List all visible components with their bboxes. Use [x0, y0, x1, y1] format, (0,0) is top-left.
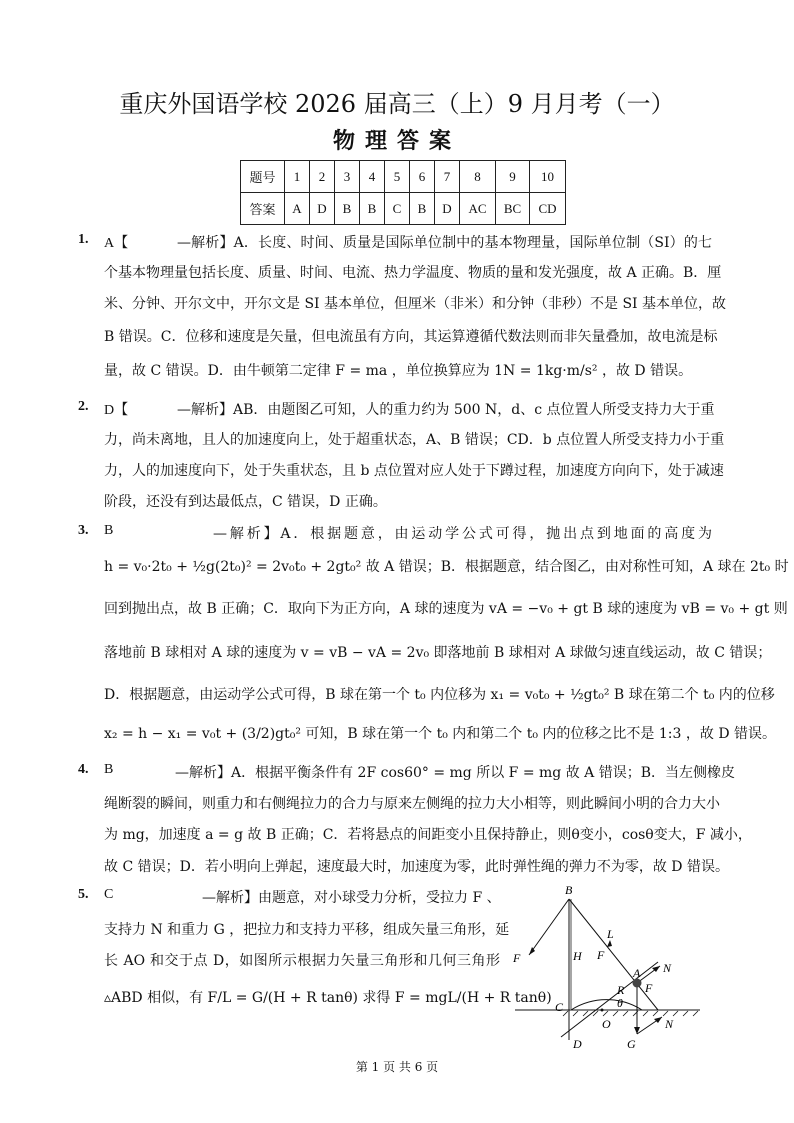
- text-line: 长 AO 和交于点 D，如图所示根据力矢量三角形和几何三角形: [104, 953, 500, 969]
- document-subtitle: 物理答案: [332, 128, 461, 154]
- answer-cell: BC: [496, 193, 530, 225]
- text-line: 为 mg，加速度 a = g 故 B 正确；C．若将悬点的间距变小且保持静止，则θ变小，cosθ变大，F 减小，: [104, 827, 752, 843]
- answer-cell: D: [435, 193, 460, 225]
- answer-cell: B: [360, 193, 385, 225]
- text-line: B 错误。C．位移和速度是矢量，但电流虽有方向，其运算遵循代数法则而非矢量叠加，故电流是标: [104, 329, 718, 345]
- question-number-cell: 8: [460, 161, 496, 193]
- row-label: 答案: [241, 193, 285, 225]
- text-line: 绳断裂的瞬间，则重力和右侧绳拉力的合力与原来左侧绳的拉力大小相等，则此瞬间小明的合力大小: [104, 796, 720, 812]
- answer-table: [240, 160, 566, 225]
- label-B: B: [565, 883, 573, 897]
- text-line: x₂ = h − x₁ = v₀t + (3/2)gt₀² 可知，B 球在第一个 t₀ 内和第二个 t₀ 内的位移之比不是 1:3 ，故 D 错误。: [104, 726, 776, 742]
- question-number: 4.: [78, 762, 89, 777]
- label-F-left: F: [513, 951, 521, 965]
- text-line: 落地前 B 球相对 A 球的速度为 v = vB − vA = 2v₀ 即落地前 B 球相对 A 球做匀速直线运动，故 C 错误；: [104, 645, 772, 661]
- question-number: 5.: [78, 887, 89, 902]
- label-G: G: [627, 1037, 636, 1051]
- answer-cell: CD: [530, 193, 566, 225]
- label-O: O: [602, 1017, 611, 1031]
- label-F-ball: F: [645, 981, 653, 995]
- text-line: 故 C 错误；D．若小明向上弹起，速度最大时，加速度为零，此时弹性绳的弹力不为零，故 D 错误。: [104, 859, 729, 875]
- question-number-cell: 3: [335, 161, 360, 193]
- question-number-cell: 6: [410, 161, 435, 193]
- text-line: 回到抛出点，故 B 正确；C．取向下为正方向，A 球的速度为 vA = −v₀ + gt B 球的速度为 vB = v₀ + gt 则: [104, 601, 788, 617]
- question-number-cell: 9: [496, 161, 530, 193]
- row-label: 题号: [241, 161, 285, 193]
- answer-letter: A【: [104, 236, 129, 251]
- question-number-cell: 7: [435, 161, 460, 193]
- question-number-cell: 10: [530, 161, 566, 193]
- text-line: 量，故 C 错误。D．由牛顿第二定律 F = ma ，单位换算应为 1N = 1kg·m/s² ，故 D 错误。: [104, 363, 693, 379]
- answer-cell: B: [335, 193, 360, 225]
- table-row: [241, 193, 566, 225]
- label-F: F: [597, 948, 605, 962]
- text-line: 个基本物理量包括长度、质量、时间、电流、热力学温度、物质的量和发光强度，故 A 正确。B．厘: [104, 265, 722, 281]
- answer-cell: C: [385, 193, 410, 225]
- label-N-lower: N: [665, 1017, 674, 1031]
- text-line: 米、分钟、开尔文中，开尔文是 SI 基本单位，但厘米（非米）和分钟（非秒）不是 SI 基本单位，故: [104, 296, 727, 312]
- page-footer: 第 1 页 共 6 页: [355, 1060, 439, 1074]
- force-diagram: [505, 880, 725, 1060]
- label-R: R: [617, 983, 625, 997]
- text-line: ▵ABD 相似，有 F/L = G/(H + R tanθ) 求得 F = mgL/(H + R tanθ): [104, 990, 552, 1006]
- text-line: —解析】A．根据平衡条件有 2F cos60° = mg 所以 F = mg 故 A 错误；B．当左侧橡皮: [175, 765, 735, 781]
- text-line: 阶段，还没有到达最低点，C 错误，D 正确。: [104, 494, 387, 510]
- text-line: 力，尚未离地，且人的加速度向上，处于超重状态，A、B 错误；CD．b 点位置人所受支持力小于重: [104, 432, 725, 448]
- question-number: 3.: [78, 523, 89, 538]
- answer-cell: B: [410, 193, 435, 225]
- question-number-cell: 1: [285, 161, 310, 193]
- label-D: D: [573, 1037, 582, 1051]
- answer-letter: B: [104, 762, 114, 777]
- question-number-cell: 5: [385, 161, 410, 193]
- text-line: 支持力 N 和重力 G ，把拉力和支持力平移，组成矢量三角形，延: [104, 922, 510, 938]
- question-number-cell: 2: [310, 161, 335, 193]
- text-line: D．根据题意，由运动学公式可得，B 球在第一个 t₀ 内位移为 x₁ = v₀t₀ + ½gt₀² B 球在第二个 t₀ 内的位移: [104, 687, 775, 703]
- text-line: h = v₀·2t₀ + ½g(2t₀)² = 2v₀t₀ + 2gt₀² 故 A 错误；B．根据题意，结合图乙，由对称性可知，A 球在 2t₀ 时: [104, 559, 789, 575]
- label-A: A: [633, 966, 641, 980]
- answer-letter: C: [104, 887, 114, 902]
- answer-cell: AC: [460, 193, 496, 225]
- document-title: 重庆外国语学校 2026 届高三（上）9 月月考（一）: [119, 90, 675, 118]
- answer-letter: D【: [104, 403, 129, 418]
- question-number: 2.: [78, 399, 89, 414]
- label-L: L: [607, 927, 614, 941]
- answer-cell: D: [310, 193, 335, 225]
- label-theta: θ: [617, 996, 623, 1010]
- question-number: 1.: [78, 232, 89, 247]
- question-number-cell: 4: [360, 161, 385, 193]
- label-C: C: [555, 1000, 564, 1014]
- answer-cell: A: [285, 193, 310, 225]
- label-N: N: [663, 961, 672, 975]
- text-line: —解析】AB．由题图乙可知，人的重力约为 500 N，d、c 点位置人所受支持力大于重: [177, 402, 715, 418]
- label-H: H: [573, 949, 582, 963]
- text-line: 力，人的加速度向下，处于失重状态，且 b 点位置对应人处于下蹲过程，加速度方向向下，处于减速: [104, 463, 724, 479]
- text-line: —解析】由题意，对小球受力分析，受拉力 F 、: [202, 890, 501, 906]
- table-row: [241, 161, 566, 193]
- answer-letter: B: [104, 523, 114, 538]
- text-line: —解析】A．长度、时间、质量是国际单位制中的基本物理量，国际单位制（SI）的七: [177, 235, 712, 251]
- text-line: —解析】A．根据题意，由运动学公式可得，抛出点到地面的高度为: [213, 526, 712, 542]
